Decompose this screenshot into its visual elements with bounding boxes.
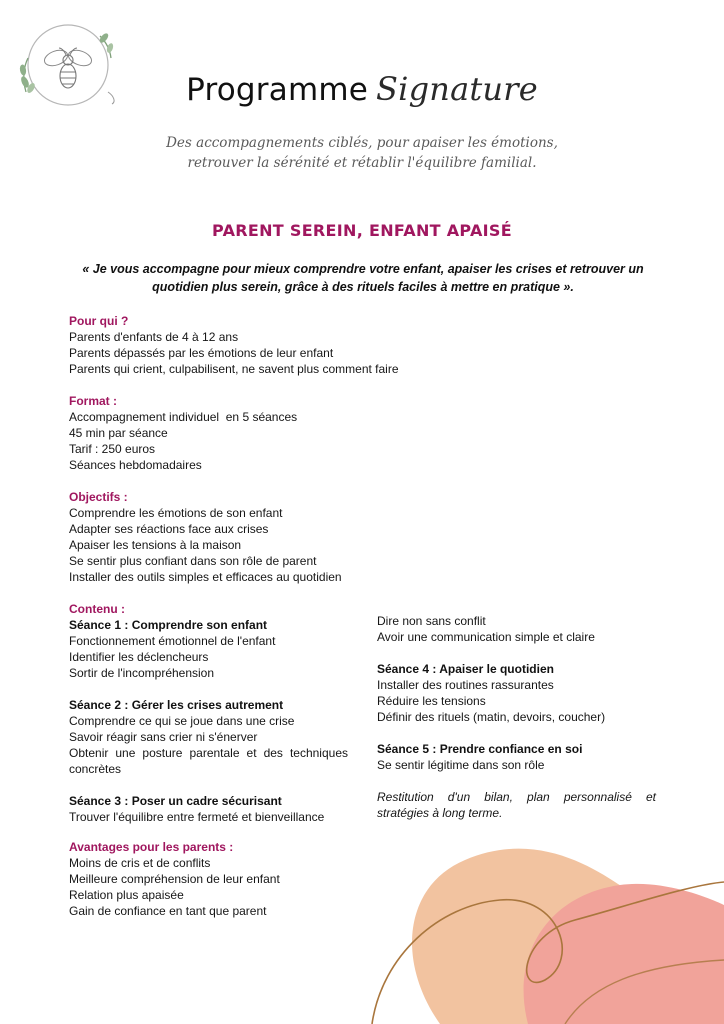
session-1 [69,617,349,681]
list-item: Accompagnement individuel en 5 séances [69,410,298,424]
list-item: Obtenir une posture parentale et des techniques concrètes [69,746,348,776]
session-5 [377,741,657,773]
list-item: Parents qui crient, culpabilisent, ne savent plus comment faire [69,362,399,376]
session-title: Séance 3 : Poser un cadre sécurisant [69,794,282,808]
list-item: Installer des outils simples et efficaces au quotidien [69,570,342,584]
session-title: Séance 5 : Prendre confiance en soi [377,742,583,756]
contenu-section [69,601,349,825]
closing-note: Restitution d'un bilan, plan personnalisé et stratégies à long terme. [377,790,656,820]
list-item: Se sentir plus confiant dans son rôle de parent [69,554,317,568]
list-item: Sortir de l'incompréhension [69,666,215,680]
session-2 [69,697,349,777]
list-item: Identifier les déclencheurs [69,650,209,664]
section-title: Objectifs : [69,490,128,504]
session-title: Séance 2 : Gérer les crises autrement [69,698,284,712]
session-3-continued [377,613,657,645]
list-item: Savoir réagir sans crier ni s'énerver [69,730,258,744]
section-heading: PARENT SEREIN, ENFANT APAISÉ [212,221,512,240]
session-title: Séance 1 : Comprendre son enfant [69,618,268,632]
title-main: Programme [186,72,369,108]
list-item: Comprendre les émotions de son enfant [69,506,283,520]
session-3 [69,793,349,825]
section-title: Pour qui ? [69,314,129,328]
section-title: Avantages pour les parents : [69,840,234,854]
right-column [377,613,657,821]
brown-curve-line-lower [565,960,724,1024]
list-item: Fonctionnement émotionnel de l'enfant [69,634,276,648]
pour-qui-section [69,313,399,377]
list-item: Dire non sans conflit [377,614,486,628]
list-item: Moins de cris et de conflits [69,856,211,870]
list-item: Apaiser les tensions à la maison [69,538,242,552]
list-item: Gain de confiance en tant que parent [69,904,267,918]
tagline [0,133,724,173]
list-item: Trouver l'équilibre entre fermeté et bienveillance [69,810,325,824]
brown-curve-line [372,882,724,1024]
avantages-section [69,839,349,919]
section-title: Format : [69,394,117,408]
page-title [0,70,724,108]
section-title: Contenu : [69,602,125,616]
format-section [69,393,349,473]
list-item: Avoir une communication simple et claire [377,630,595,644]
list-item: Réduire les tensions [377,694,486,708]
list-item: Relation plus apaisée [69,888,184,902]
title-script: Signature [376,70,538,108]
coral-blob [524,884,724,1024]
tagline-line: Des accompagnements ciblés, pour apaiser les émotions, [166,135,558,151]
objectifs-section [69,489,349,585]
list-item: Tarif : 250 euros [69,442,156,456]
intro-quote: « Je vous accompagne pour mieux comprendre votre enfant, apaiser les crises et retrouver un quotidien plus serein, grâce à des rituels faciles à mettre en pratique ». [82,262,644,294]
list-item: Installer des routines rassurantes [377,678,554,692]
session-4 [377,661,657,725]
list-item: Séances hebdomadaires [69,458,202,472]
tagline-line: retrouver la sérénité et rétablir l'équilibre familial. [187,155,537,171]
list-item: Adapter ses réactions face aux crises [69,522,269,536]
session-title: Séance 4 : Apaiser le quotidien [377,662,554,676]
list-item: Comprendre ce qui se joue dans une crise [69,714,295,728]
list-item: Définir des rituels (matin, devoirs, coucher) [377,710,606,724]
list-item: Parents d'enfants de 4 à 12 ans [69,330,239,344]
list-item: 45 min par séance [69,426,168,440]
list-item: Meilleure compréhension de leur enfant [69,872,280,886]
list-item: Se sentir légitime dans son rôle [377,758,545,772]
left-column [69,313,399,919]
list-item: Parents dépassés par les émotions de leur enfant [69,346,334,360]
peach-blob [412,849,724,1024]
